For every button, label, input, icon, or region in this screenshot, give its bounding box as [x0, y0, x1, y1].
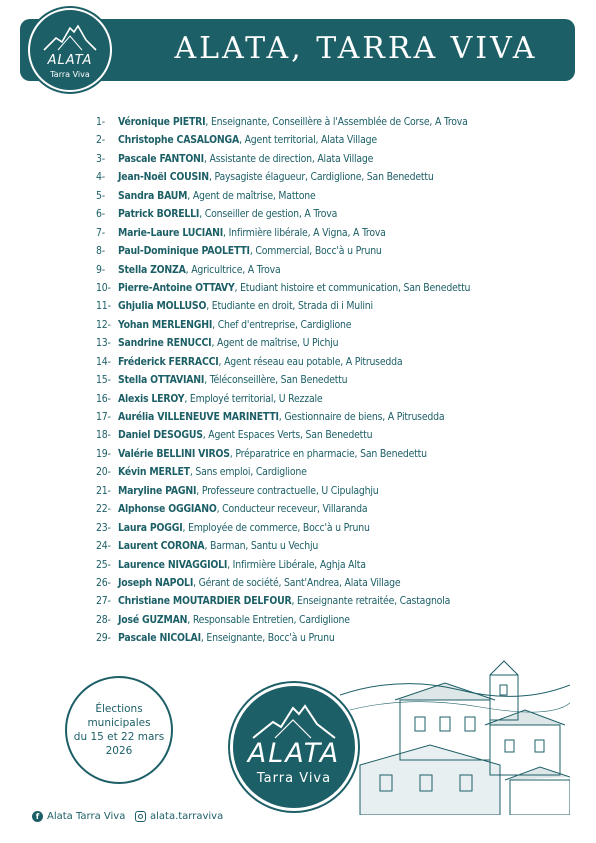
- candidate-details: Employée de commerce, Bocc'à u Prunu: [188, 521, 370, 534]
- candidate-details: Préparatrice en pharmacie, San Benedettu: [235, 447, 427, 460]
- candidate-number: 19-: [96, 447, 111, 460]
- list-item: [96, 611, 576, 629]
- candidate-name: José GUZMAN: [118, 613, 188, 626]
- candidate-details: Gestionnaire de biens, A Pitrusedda: [284, 411, 445, 423]
- candidate-name: Daniel DESOGUS: [118, 429, 203, 442]
- list-item: [96, 150, 576, 168]
- candidate-name: Fréderick FERRACCI: [118, 355, 219, 368]
- election-line-4: 2026: [105, 745, 133, 757]
- candidate-name: Laura POGGI: [118, 521, 183, 534]
- candidate-name: Jean-Noël COUSIN: [118, 171, 209, 184]
- list-item: [96, 316, 576, 334]
- candidate-details: Responsable Entretien, Cardiglione: [192, 613, 350, 626]
- candidate-number: 22-: [96, 503, 111, 516]
- list-item: [96, 131, 576, 149]
- main-logo-tagline: Tarra Viva: [256, 771, 332, 786]
- candidate-details: Employé territorial, U Rezzale: [189, 392, 323, 405]
- candidate-details: Etudiant histoire et communication, San Benedettu: [240, 281, 471, 294]
- separator: ,: [203, 152, 210, 165]
- candidate-name: Pascale FANTONI: [118, 152, 204, 165]
- candidate-details: Assistante de direction, Alata Village: [209, 152, 374, 165]
- main-logo: [230, 683, 358, 811]
- separator: ,: [199, 208, 205, 221]
- separator: ,: [205, 116, 211, 128]
- candidate-details: Conducteur receveur, Villaranda: [222, 503, 368, 516]
- separator: ,: [278, 411, 285, 423]
- candidate-name: Valérie BELLINI VIROS: [118, 447, 230, 460]
- candidate-details: Téléconseillère, San Benedettu: [209, 374, 348, 387]
- candidate-details: Enseignante, Bocc'à u Prunu: [206, 632, 335, 645]
- candidate-name: Laurence NIVAGGIOLI: [118, 558, 228, 571]
- candidate-number: 14-: [96, 355, 111, 368]
- candidate-number: 10-: [96, 281, 111, 294]
- candidate-name: Yohan MERLENGHI: [118, 318, 213, 331]
- candidate-number: 24-: [96, 540, 111, 553]
- candidate-details: Enseignante retraitée, Castagnola: [297, 595, 451, 608]
- candidate-name: Laurent CORONA: [118, 540, 205, 553]
- candidate-name: Patrick BORELLI: [118, 208, 200, 221]
- candidate-name: Paul-Dominique PAOLETTI: [118, 245, 250, 258]
- list-item: [96, 279, 576, 297]
- mountain-icon: [251, 702, 337, 742]
- candidate-number: 1-: [96, 116, 105, 128]
- candidate-name: Maryline PAGNI: [118, 484, 197, 497]
- candidate-details: Conseiller de gestion, A Trova: [204, 208, 338, 221]
- list-item: [96, 500, 576, 518]
- list-item: [96, 205, 576, 223]
- candidate-name: Aurélia VILLENEUVE MARINETTI: [118, 411, 279, 423]
- facebook-label: Alata Tarra Viva: [47, 811, 126, 822]
- village-illustration: [340, 655, 570, 815]
- candidate-name: Sandra BAUM: [118, 189, 188, 202]
- separator: ,: [239, 134, 245, 147]
- separator: ,: [234, 281, 241, 294]
- candidate-number: 27-: [96, 595, 111, 608]
- logo-badge: [28, 8, 112, 92]
- list-item: [96, 371, 576, 389]
- candidate-name: Pierre-Antoine OTTAVY: [118, 281, 235, 294]
- candidate-details: Sans emploi, Cardiglione: [195, 466, 307, 479]
- candidate-number: 26-: [96, 576, 111, 589]
- candidate-name: Joseph NAPOLI: [118, 576, 194, 589]
- list-item: [96, 445, 576, 463]
- candidate-name: Christophe CASALONGA: [118, 134, 240, 147]
- separator: ,: [189, 466, 196, 479]
- candidate-number: 16-: [96, 392, 111, 405]
- election-line-3: du 15 et 22 mars: [73, 731, 165, 743]
- candidate-name: Stella ZONZA: [118, 263, 186, 276]
- list-item: [96, 592, 576, 610]
- election-line-1: Élections: [95, 703, 143, 715]
- list-item: [96, 426, 576, 444]
- separator: ,: [187, 613, 193, 626]
- separator: ,: [229, 447, 236, 460]
- candidate-list: [96, 113, 576, 648]
- list-item: [96, 168, 576, 186]
- logo-tagline: Tarra Viva: [50, 70, 90, 79]
- separator: ,: [208, 171, 215, 184]
- candidate-number: 8-: [96, 245, 105, 258]
- candidate-number: 13-: [96, 337, 111, 350]
- list-item: [96, 113, 576, 131]
- candidate-number: 12-: [96, 318, 111, 331]
- candidate-name: Christiane MOUTARDIER DELFOUR: [118, 595, 292, 608]
- candidate-number: 2-: [96, 134, 105, 147]
- candidate-number: 23-: [96, 521, 111, 534]
- candidate-details: Infirmière libérale, A Vigna, A Trova: [228, 226, 386, 239]
- separator: ,: [187, 189, 193, 202]
- candidate-details: Barman, Santu u Vechju: [210, 540, 319, 553]
- candidate-number: 18-: [96, 429, 111, 442]
- candidate-details: Agent territorial, Alata Village: [244, 134, 377, 147]
- candidate-number: 11-: [96, 300, 111, 313]
- separator: ,: [204, 374, 210, 387]
- page-title: ALATA, TARRA VIVA: [174, 31, 538, 66]
- candidate-name: Kévin MERLET: [118, 466, 190, 479]
- candidate-details: Gérant de société, Sant'Andrea, Alata Village: [198, 576, 401, 589]
- facebook-icon: f: [32, 811, 43, 822]
- candidate-details: Professeure contractuelle, U Cipulaghju: [201, 484, 379, 497]
- candidate-details: Commercial, Bocc'à u Prunu: [255, 245, 382, 258]
- candidate-name: Véronique PIETRI: [118, 116, 206, 128]
- separator: ,: [291, 595, 298, 608]
- separator: ,: [223, 226, 229, 239]
- election-badge: [65, 676, 173, 784]
- separator: ,: [200, 632, 207, 645]
- separator: ,: [196, 484, 202, 497]
- separator: ,: [249, 245, 256, 258]
- list-item: [96, 187, 576, 205]
- separator: ,: [204, 540, 211, 553]
- list-item: [96, 463, 576, 481]
- list-item: [96, 519, 576, 537]
- candidate-name: Stella OTTAVIANI: [118, 374, 205, 387]
- candidate-name: Sandrine RENUCCI: [118, 337, 212, 350]
- separator: ,: [216, 503, 223, 516]
- candidate-details: Agent de maîtrise, U Pichju: [217, 337, 339, 350]
- list-item: [96, 556, 576, 574]
- candidate-details: Agent de maîtrise, Mattone: [192, 189, 316, 202]
- list-item: [96, 224, 576, 242]
- candidate-number: 28-: [96, 613, 111, 626]
- candidate-number: 3-: [96, 152, 105, 165]
- separator: ,: [212, 318, 218, 331]
- logo-name: ALATA: [47, 53, 93, 68]
- separator: ,: [218, 355, 225, 368]
- list-item: [96, 261, 576, 279]
- separator: ,: [206, 300, 212, 313]
- candidate-details: Chef d'entreprise, Cardiglione: [217, 318, 352, 331]
- candidate-number: 17-: [96, 411, 111, 423]
- candidate-number: 9-: [96, 263, 105, 276]
- separator: ,: [211, 337, 217, 350]
- list-item: [96, 297, 576, 315]
- separator: ,: [185, 263, 192, 276]
- list-item: [96, 390, 576, 408]
- candidate-name: Alexis LEROY: [118, 392, 185, 405]
- list-item: [96, 242, 576, 260]
- facebook-link[interactable]: [32, 811, 125, 822]
- instagram-label: alata.tarraviva: [150, 811, 224, 822]
- separator: ,: [202, 429, 209, 442]
- election-line-2: municipales: [87, 717, 151, 729]
- candidate-number: 6-: [96, 208, 105, 221]
- candidate-details: Etudiante en droit, Strada di i Mulini: [211, 300, 373, 313]
- candidate-name: Ghjulia MOLLUSO: [118, 300, 207, 313]
- list-item: [96, 334, 576, 352]
- candidate-details: Paysagiste élagueur, Cardiglione, San Benedettu: [214, 171, 434, 184]
- candidate-number: 25-: [96, 558, 111, 571]
- candidate-number: 4-: [96, 171, 105, 184]
- candidate-number: 21-: [96, 484, 111, 497]
- list-item: [96, 537, 576, 555]
- main-logo-name: ALATA: [247, 738, 341, 769]
- list-item: [96, 353, 576, 371]
- list-item: [96, 629, 576, 647]
- separator: ,: [227, 558, 233, 571]
- candidate-details: Infirmière Libérale, Aghja Alta: [232, 558, 366, 571]
- candidate-details: Agent Espaces Verts, San Benedettu: [208, 429, 373, 442]
- list-item: [96, 408, 576, 426]
- separator: ,: [193, 576, 199, 589]
- separator: ,: [184, 392, 190, 405]
- candidate-number: 7-: [96, 226, 105, 239]
- candidate-name: Marie-Laure LUCIANI: [118, 226, 224, 239]
- instagram-link[interactable]: [135, 811, 223, 822]
- candidate-number: 29-: [96, 632, 111, 645]
- candidate-details: Agent réseau eau potable, A Pitrusedda: [224, 355, 403, 368]
- instagram-icon: [135, 811, 146, 822]
- candidate-name: Alphonse OGGIANO: [118, 503, 217, 516]
- candidate-name: Pascale NICOLAI: [118, 632, 201, 645]
- candidate-number: 5-: [96, 189, 105, 202]
- separator: ,: [182, 521, 189, 534]
- candidate-details: Enseignante, Conseillère à l'Assemblée de Corse, A Trova: [210, 116, 468, 128]
- candidate-details: Agricultrice, A Trova: [191, 263, 281, 276]
- list-item: [96, 574, 576, 592]
- candidate-number: 20-: [96, 466, 111, 479]
- mountain-icon: [40, 20, 100, 54]
- candidate-number: 15-: [96, 374, 111, 387]
- list-item: [96, 482, 576, 500]
